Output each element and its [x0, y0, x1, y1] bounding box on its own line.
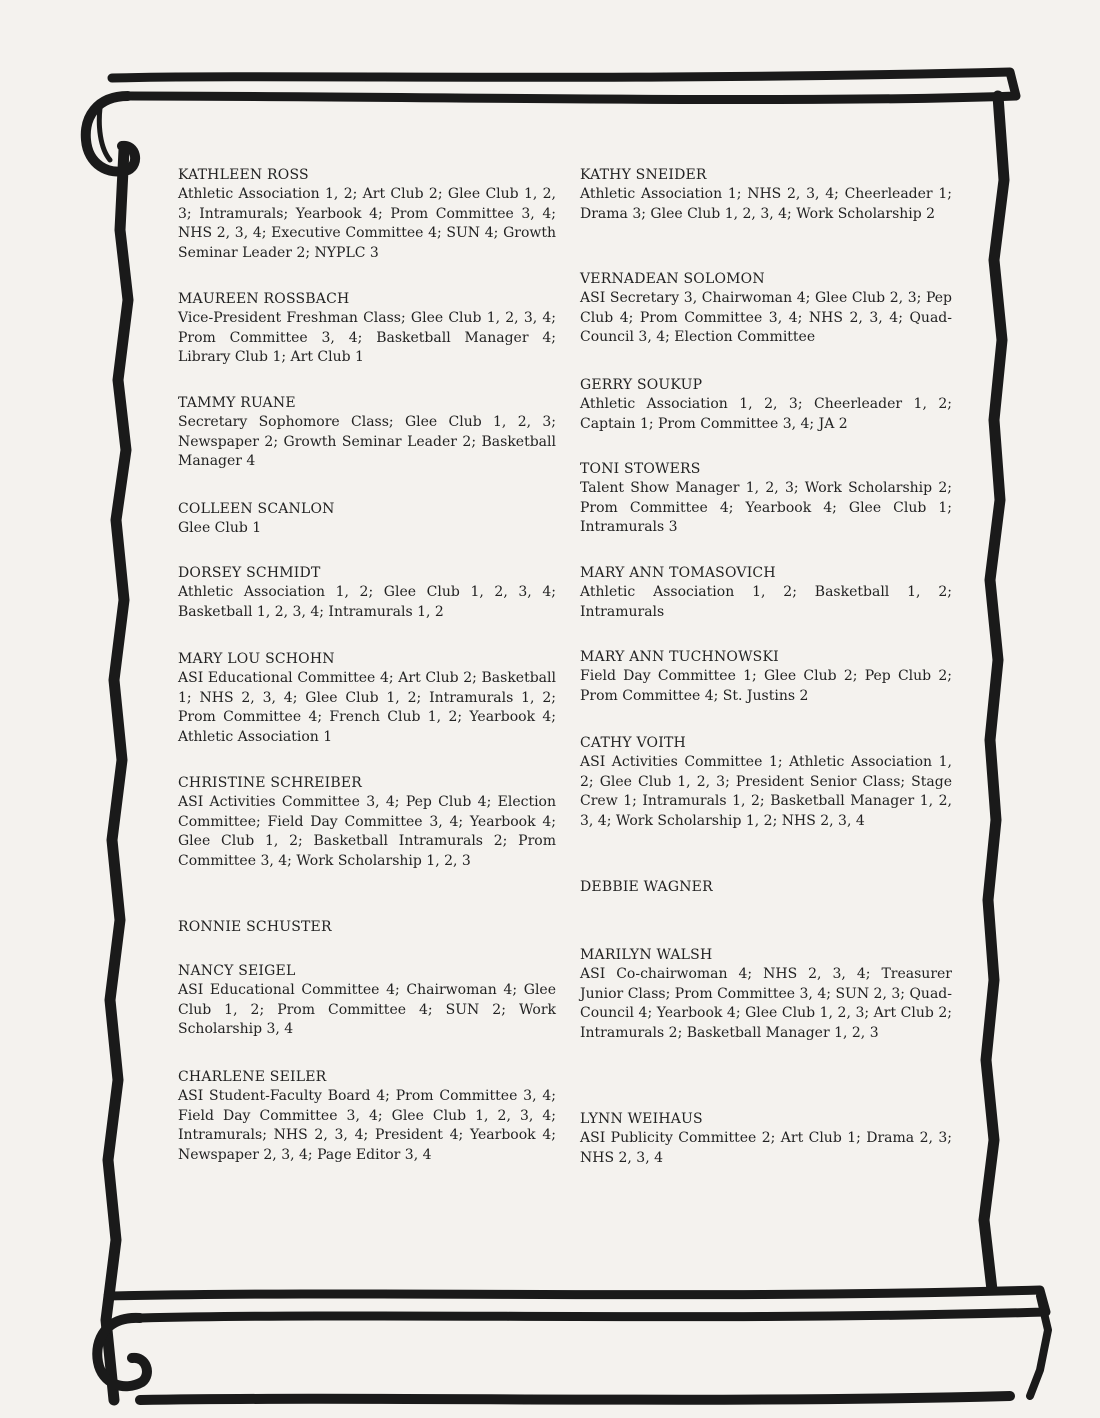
student-activities: ASI Co-chairwoman 4; NHS 2, 3, 4; Treasurer Junior Class; Prom Committee 3, 4; SUN 2, 3; Quad-Council 4; Yearbook 4; Glee Club 1, 2, 3; Art Club 2; Intramurals 2; Basketball Manager 1, 2, 3 — [580, 966, 952, 1041]
right-edge — [984, 96, 1004, 1290]
entry-debbie-wagner — [580, 877, 952, 945]
student-name: KATHY SNEIDER — [580, 167, 707, 183]
entry-vernadean-solomon — [580, 269, 952, 375]
student-name: CATHY VOITH — [580, 735, 686, 751]
entry-mary-ann-tuchnowski — [580, 647, 952, 733]
entry-marilyn-walsh — [580, 945, 952, 1109]
student-name: CHRISTINE SCHREIBER — [178, 775, 363, 791]
entry-mary-lou-schohn — [178, 649, 556, 773]
student-activities: ASI Publicity Committee 2; Art Club 1; Drama 2, 3; NHS 2, 3, 4 — [580, 1130, 952, 1166]
student-activities: Athletic Association 1, 2, 3; Cheerleader 1, 2; Captain 1; Prom Committee 3, 4; JA 2 — [580, 396, 952, 432]
student-activities: Athletic Association 1, 2; Basketball 1, 2; Intramurals — [580, 584, 952, 620]
entry-colleen-scanlon — [178, 499, 556, 563]
left-edge — [106, 150, 128, 1400]
student-name: RONNIE SCHUSTER — [178, 919, 332, 935]
student-name: DEBBIE WAGNER — [580, 879, 713, 895]
student-name: VERNADEAN SOLOMON — [580, 271, 765, 287]
student-name: TAMMY RUANE — [178, 395, 296, 411]
student-name: MARY ANN TOMASOVICH — [580, 565, 776, 581]
left-column — [178, 165, 556, 1165]
student-name: MARY LOU SCHOHN — [178, 651, 335, 667]
student-name: MARILYN WALSH — [580, 947, 713, 963]
right-column — [580, 165, 952, 1168]
bottom-roll — [108, 1290, 1046, 1318]
student-activities: Talent Show Manager 1, 2, 3; Work Scholarship 2; Prom Committee 4; Yearbook 4; Glee Club 1; Intramurals 3 — [580, 480, 952, 536]
entry-maureen-rossbach — [178, 289, 556, 393]
student-name: NANCY SEIGEL — [178, 963, 296, 979]
student-name: COLLEEN SCANLON — [178, 501, 335, 517]
entry-kathy-sneider — [580, 165, 952, 269]
student-name: GERRY SOUKUP — [580, 377, 703, 393]
student-activities: ASI Activities Committee 1; Athletic Association 1, 2; Glee Club 1, 2, 3; President Senior Class; Stage Crew 1; Intramurals 1, 2; Basketball Manager 1, 2, 3, 4; Work Scholarship 1, 2; NHS 2, 3, 4 — [580, 754, 952, 829]
student-name: LYNN WEIHAUS — [580, 1111, 703, 1127]
entry-dorsey-schmidt — [178, 563, 556, 649]
student-activities: ASI Activities Committee 3, 4; Pep Club 4; Election Committee; Field Day Committee 3, 4; Yearbook 4; Glee Club 1, 2; Basketball Intramurals 2; Prom Committee 3, 4; Work Scholarship 1, 2, 3 — [178, 794, 556, 869]
entry-mary-ann-tomasovich — [580, 563, 952, 647]
student-activities: Athletic Association 1, 2; Art Club 2; Glee Club 1, 2, 3; Intramurals; Yearbook 4; Prom Committee 3, 4; NHS 2, 3, 4; Executive Committee 4; SUN 4; Growth Seminar Leader 2; NYPLC 3 — [178, 186, 556, 261]
top-roll — [112, 72, 1016, 100]
student-name: DORSEY SCHMIDT — [178, 565, 321, 581]
student-activities: ASI Educational Committee 4; Chairwoman 4; Glee Club 1, 2; Prom Committee 4; SUN 2; Work Scholarship 3, 4 — [178, 982, 556, 1038]
student-activities: Secretary Sophomore Class; Glee Club 1, 2, 3; Newspaper 2; Growth Seminar Leader 2; Basketball Manager 4 — [178, 414, 556, 470]
student-activities: Glee Club 1 — [178, 520, 262, 536]
student-name: KATHLEEN ROSS — [178, 167, 309, 183]
entry-charlene-seiler — [178, 1067, 556, 1165]
student-activities: ASI Educational Committee 4; Art Club 2; Basketball 1; NHS 2, 3, 4; Glee Club 1, 2; Intramurals 1, 2; Prom Committee 4; French Club 1, 2; Yearbook 4; Athletic Association 1 — [178, 670, 556, 745]
entry-toni-stowers — [580, 459, 952, 563]
entry-kathleen-ross — [178, 165, 556, 289]
student-name: MARY ANN TUCHNOWSKI — [580, 649, 779, 665]
student-name: MAUREEN ROSSBACH — [178, 291, 350, 307]
entry-ronnie-schuster — [178, 917, 556, 961]
student-name: TONI STOWERS — [580, 461, 701, 477]
entry-nancy-seigel — [178, 961, 556, 1067]
student-name: CHARLENE SEILER — [178, 1069, 327, 1085]
entry-lynn-weihaus — [580, 1109, 952, 1168]
student-activities: ASI Student-Faculty Board 4; Prom Committee 3, 4; Field Day Committee 3, 4; Glee Club 1, 2, 3, 4; Intramurals; NHS 2, 3, 4; President 4; Yearbook 4; Newspaper 2, 3, 4; Page Editor 3, 4 — [178, 1088, 556, 1163]
student-activities: Field Day Committee 1; Glee Club 2; Pep Club 2; Prom Committee 4; St. Justins 2 — [580, 668, 952, 704]
entry-tammy-ruane — [178, 393, 556, 499]
entry-cathy-voith — [580, 733, 952, 877]
entry-gerry-soukup — [580, 375, 952, 459]
student-activities: Athletic Association 1, 2; Glee Club 1, 2, 3, 4; Basketball 1, 2, 3, 4; Intramurals 1, 2 — [178, 584, 556, 620]
entry-christine-schreiber — [178, 773, 556, 917]
student-activities: Vice-President Freshman Class; Glee Club 1, 2, 3, 4; Prom Committee 3, 4; Basketball Manager 4; Library Club 1; Art Club 1 — [178, 310, 556, 366]
student-activities: ASI Secretary 3, Chairwoman 4; Glee Club 2, 3; Pep Club 4; Prom Committee 3, 4; NHS 2, 3, 4; Quad-Council 3, 4; Election Committee — [580, 290, 952, 346]
student-activities: Athletic Association 1; NHS 2, 3, 4; Cheerleader 1; Drama 3; Glee Club 1, 2, 3, 4; Work Scholarship 2 — [580, 186, 952, 222]
